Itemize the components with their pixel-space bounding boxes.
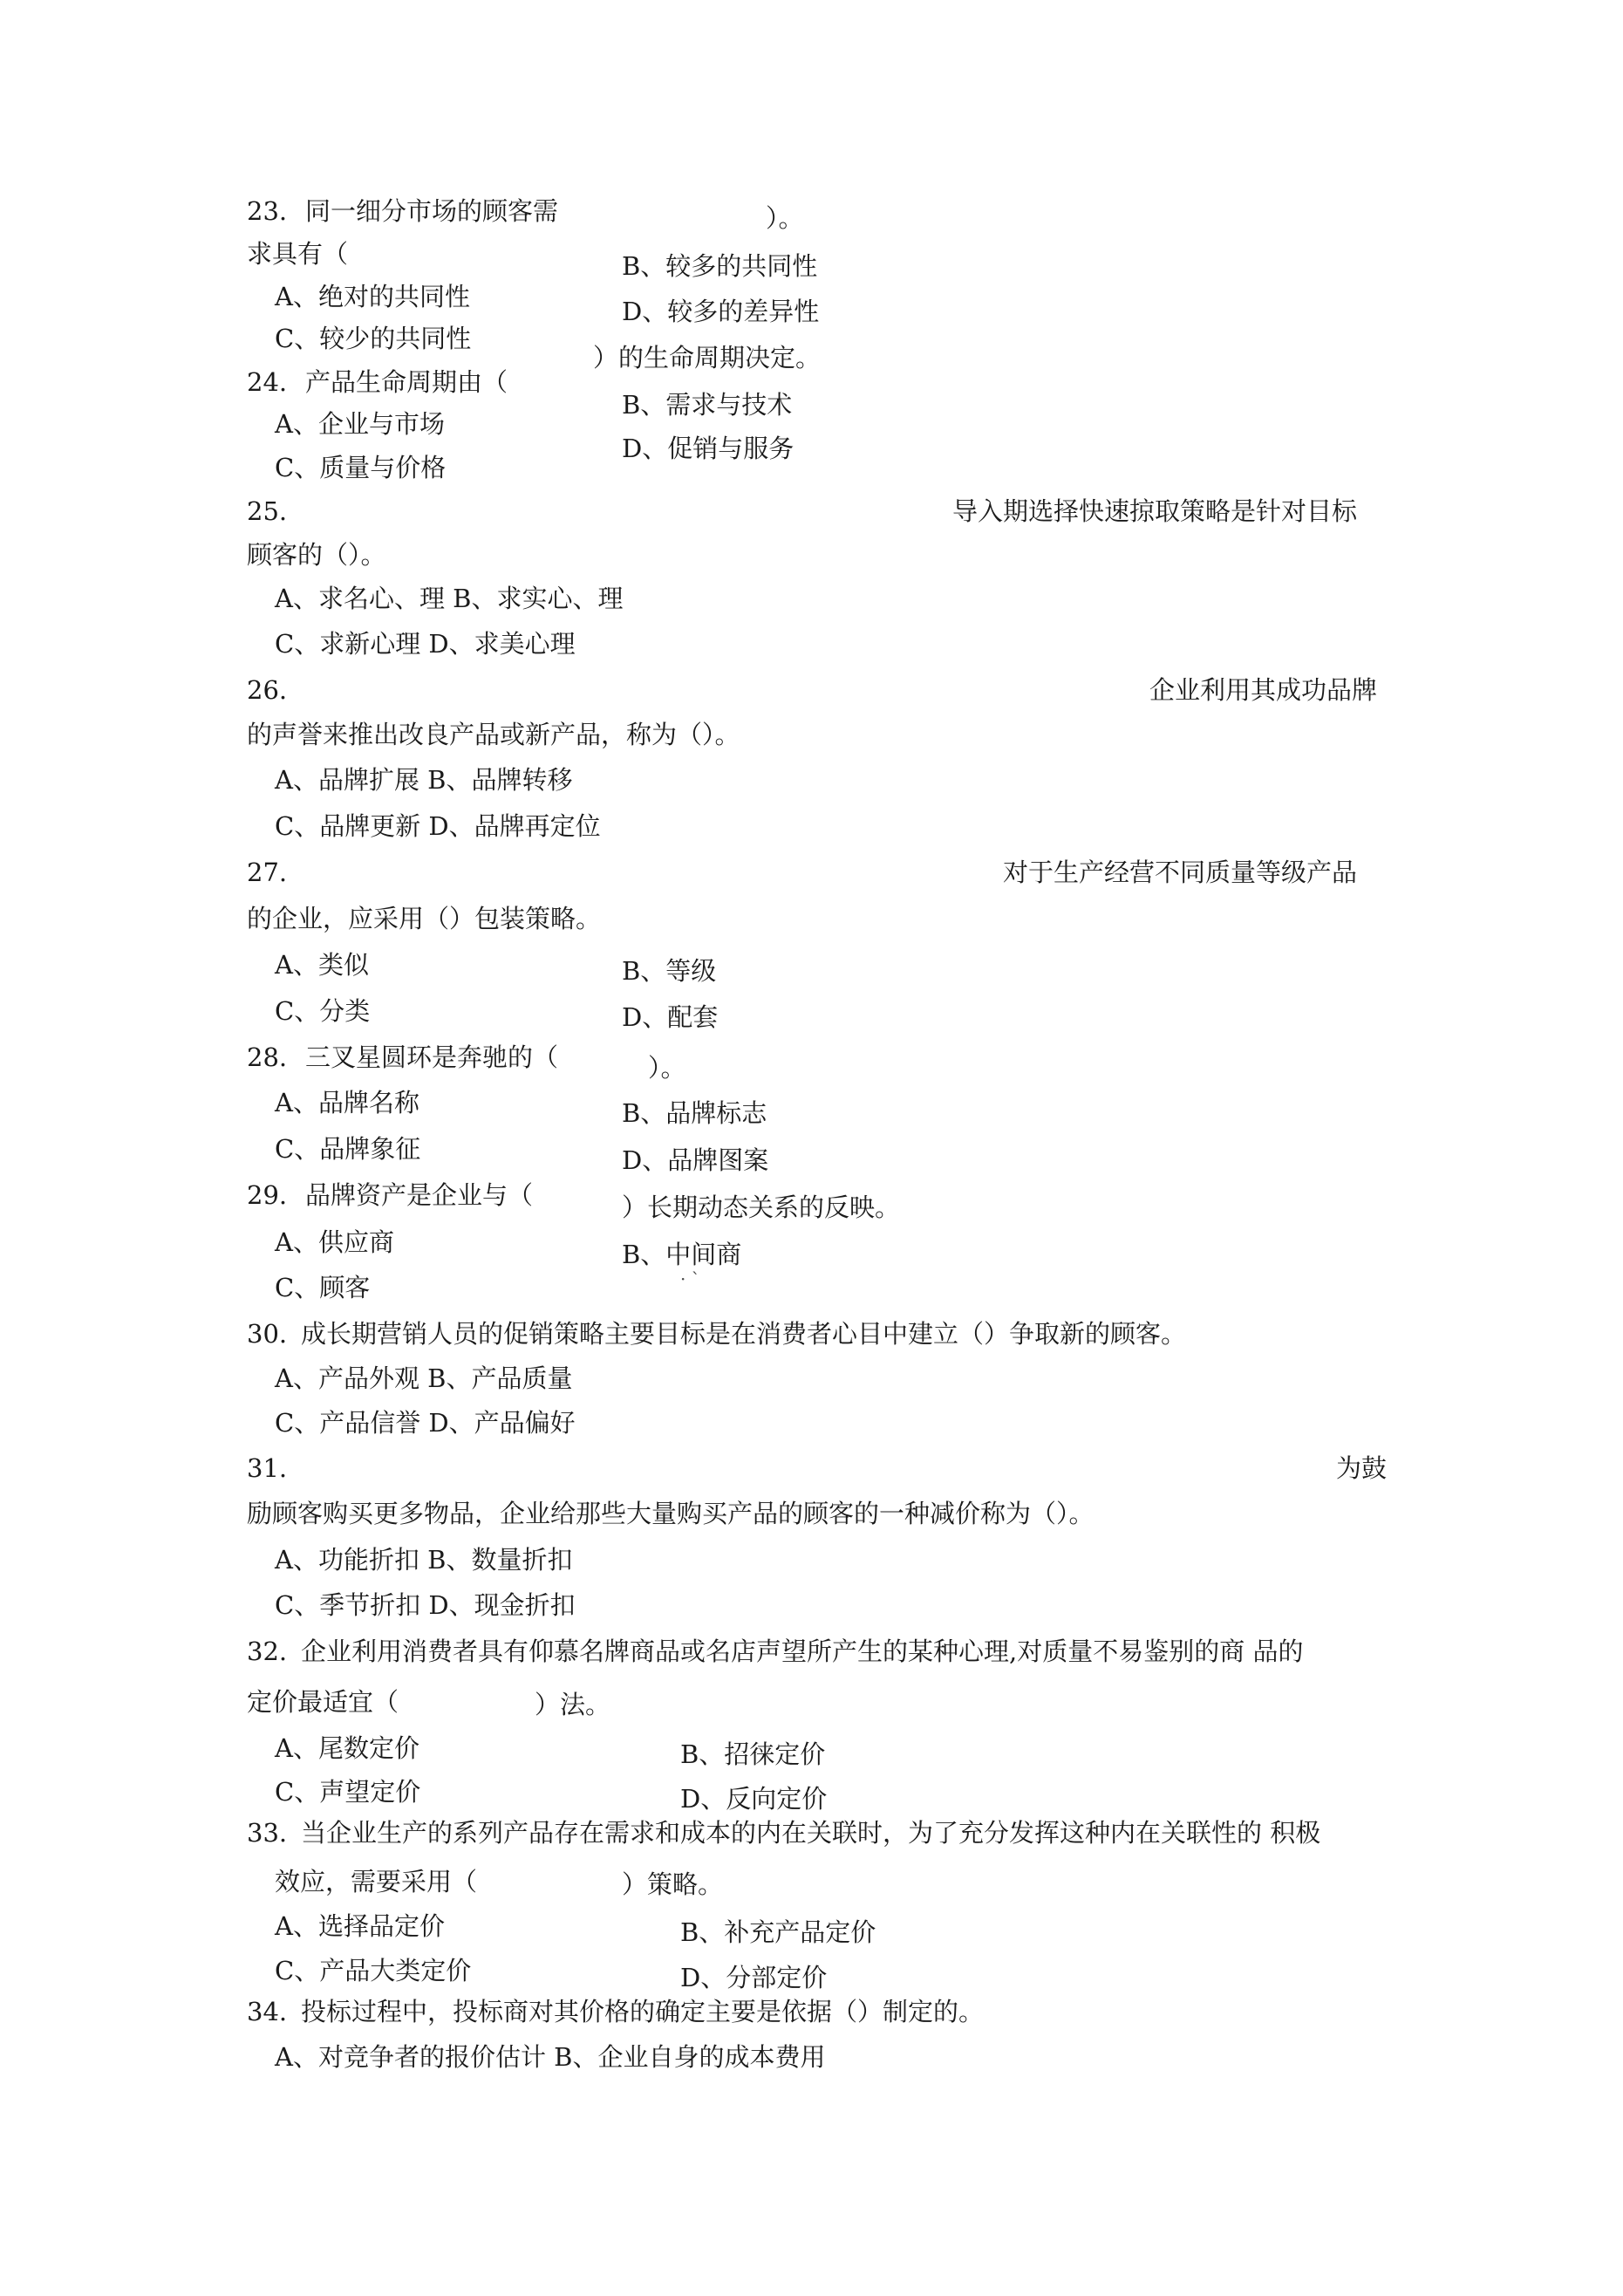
option-c: C、分类 <box>275 996 371 1026</box>
option-c: C、产品大类定价 <box>275 1956 472 1985</box>
options-c-d: C、品牌更新 D、品牌再定位 <box>275 811 601 841</box>
option-a: A、供应商 <box>275 1227 394 1257</box>
question-stem-continued: 的声誉来推出改良产品或新产品，称为（）。 <box>247 720 740 749</box>
option-a: A、选择品定价 <box>275 1911 445 1941</box>
options-a-b: A、产品外观 B、产品质量 <box>275 1363 573 1393</box>
question-stem: 企业利用消费者具有仰慕名牌商品或名店声望所产生的某种心理,对质量不易鉴别的商 品的 <box>301 1637 1304 1666</box>
question-stem: 成长期营销人员的促销策略主要目标是在消费者心目中建立（）争取新的顾客。 <box>301 1319 1187 1349</box>
question-stem-continued: ）长期动态关系的反映。 <box>622 1192 901 1222</box>
question-number: 28. <box>247 1042 288 1072</box>
question-stem: 三叉星圆环是奔驰的（ <box>305 1042 559 1072</box>
options-a-b: A、求名心、理 B、求实心、理 <box>275 584 624 613</box>
option-c: C、品牌象征 <box>275 1134 421 1164</box>
option-b: B、品牌标志 <box>622 1098 767 1128</box>
option-b: B、较多的共同性 <box>622 251 818 281</box>
option-d: D、配套 <box>622 1002 719 1032</box>
options-a-b: A、品牌扩展 B、品牌转移 <box>275 765 573 795</box>
question-stem: 品牌资产是企业与（ <box>305 1180 534 1210</box>
question-stem-continued: 效应，需要采用（ <box>275 1867 478 1896</box>
question-stem-close: ）。 <box>648 1053 686 1083</box>
question-number: 25. <box>247 496 288 526</box>
options-a-b: A、功能折扣 B、数量折扣 <box>275 1545 573 1575</box>
option-b: B、等级 <box>622 956 717 986</box>
question-number: 32. <box>247 1637 288 1666</box>
question-number: 34. <box>247 1997 288 2026</box>
option-b: B、招徕定价 <box>680 1739 826 1769</box>
question-number: 24. <box>247 367 288 397</box>
question-number: 23. <box>247 196 288 226</box>
question-number: 30. <box>247 1319 288 1349</box>
question-stem-continued: 求具有（ <box>247 239 349 269</box>
option-b: B、补充产品定价 <box>680 1917 876 1947</box>
question-stem: 投标过程中，投标商对其价格的确定主要是依据（）制定的。 <box>301 1997 985 2026</box>
option-a: A、品牌名称 <box>275 1088 419 1117</box>
option-a: A、企业与市场 <box>275 409 445 439</box>
question-stem-continued: ）的生命周期决定。 <box>593 343 822 372</box>
question-number: 31. <box>247 1453 288 1483</box>
question-stem: 企业利用其成功品牌 <box>1149 675 1378 705</box>
question-stem-close: ）。 <box>766 203 804 233</box>
option-d-clipped <box>622 434 849 463</box>
question-number: 33. <box>247 1818 288 1848</box>
option-b: B、需求与技术 <box>622 390 793 420</box>
question-stem: 产品生命周期由（ <box>305 367 508 397</box>
question-stem: 同一细分市场的顾客需 <box>305 196 559 226</box>
question-stem-close: ）法。 <box>535 1690 611 1719</box>
question-stem-close: ）策略。 <box>622 1869 724 1899</box>
option-a: A、尾数定价 <box>275 1733 419 1763</box>
option-c: C、顾客 <box>275 1273 371 1302</box>
option-a: A、类似 <box>275 950 369 980</box>
options-c-d: C、求新心理 D、求美心理 <box>275 629 576 659</box>
option-a: A、绝对的共同性 <box>275 282 470 311</box>
option-d-clipped <box>680 1784 907 1814</box>
option-d-fragment: · ˋ <box>680 1268 700 1289</box>
question-stem-continued: 励顾客购买更多物品，企业给那些大量购买产品的顾客的一种减价称为（）。 <box>247 1499 1095 1528</box>
option-c: C、较少的共同性 <box>275 324 472 353</box>
question-stem: 对于生产经营不同质量等级产品 <box>1003 858 1358 887</box>
options-c-d: C、产品信誉 D、产品偏好 <box>275 1408 576 1438</box>
question-stem: 为鼓 <box>1336 1453 1388 1483</box>
question-number: 29. <box>247 1180 288 1210</box>
question-number: 27. <box>247 858 288 887</box>
question-stem: 当企业生产的系列产品存在需求和成本的内在关联时，为了充分发挥这种内在关联性的 积极 <box>301 1818 1321 1848</box>
question-stem: 导入期选择快速掠取策略是针对目标 <box>952 496 1358 526</box>
option-d: D、促销与服务 <box>622 434 794 463</box>
question-stem-continued: 定价最适宜（ <box>247 1687 399 1717</box>
option-d: D、分部定价 <box>680 1963 828 1992</box>
question-stem-continued: 的企业，应采用（）包装策略。 <box>247 904 602 933</box>
options-c-d: C、季节折扣 D、现金折扣 <box>275 1590 576 1620</box>
option-c: C、质量与价格 <box>275 453 447 482</box>
option-d-clipped <box>680 1963 907 1992</box>
option-d: D、品牌图案 <box>622 1145 769 1175</box>
options-a-b: A、对竞争者的报价估计 B、企业自身的成本费用 <box>275 2042 826 2072</box>
option-d: D、较多的差异性 <box>622 297 820 326</box>
question-number: 26. <box>247 675 288 705</box>
option-d: D、反向定价 <box>680 1784 828 1814</box>
question-stem-continued: 顾客的（）。 <box>247 540 386 570</box>
option-b: B、中间商 <box>622 1240 742 1269</box>
option-c: C、声望定价 <box>275 1777 421 1807</box>
